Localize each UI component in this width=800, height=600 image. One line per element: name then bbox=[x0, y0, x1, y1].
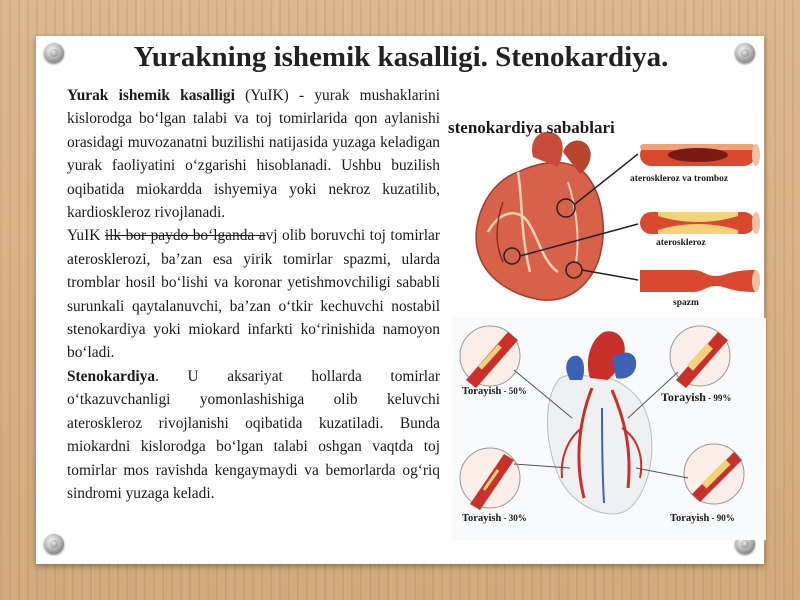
term-angina: Stenokardiya bbox=[67, 367, 156, 385]
pushpin-icon bbox=[735, 43, 755, 63]
figure-title: stenokardiya sabablari bbox=[448, 118, 615, 137]
paragraph-angina bbox=[67, 365, 440, 505]
magnified-artery-icon bbox=[460, 326, 520, 388]
artery-narrowing-illustration bbox=[452, 318, 766, 540]
vessel-spasm-icon bbox=[640, 270, 760, 292]
label-narrowing-50: Torayish - 50% bbox=[462, 386, 527, 397]
label-spasm: spazm bbox=[673, 298, 699, 308]
struck-text: ilk bor paydo bo‘lganda a bbox=[104, 227, 266, 245]
term-ischemic-disease: Yurak ishemik kasalligi bbox=[67, 87, 235, 104]
paragraph-definition bbox=[67, 84, 440, 224]
magnified-artery-icon bbox=[684, 444, 744, 504]
magnified-artery-icon bbox=[670, 326, 730, 388]
label-narrowing-90: Torayish - 90% bbox=[670, 513, 735, 524]
heart-with-arteries-illustration bbox=[547, 331, 651, 514]
label-atherosclerosis-thrombosis: ateroskleroz va tromboz bbox=[630, 174, 729, 184]
definition-text: (YuIK) - yurak mushaklarini kislorodga bo‘lgan talabi va toj tomirlarida qon aylanishi orasidagi muvozanatni buzilishi natijasida yuzaga keladigan yurak faoliyatini o‘zgarishi hisoblanadi. Ushbu buzilish oqibatida miokardda ishyemiya yoki nekroz kuzatilib, kardioskleroz rivojlanadi. bbox=[67, 87, 440, 222]
angina-causes-illustration bbox=[448, 112, 766, 318]
heart-illustration bbox=[476, 132, 603, 300]
causes-text: vj olib boruvchi toj tomirlar aterosklerozi, ba’zan esa yirik tomirlar spazmi, ularda tromblar hosil bo‘lishi va koronar yetishmovchiligi sababli surunkali qaytalanuvchi, ba’zan o‘tkir kechuvchi nostabil stenokardiya yoki miokard infarkti ko‘rinishida namoyon bo‘ladi. bbox=[67, 227, 440, 362]
label-narrowing-30: Torayish - 30% bbox=[462, 513, 527, 524]
slide-title: Yurakning ishemik kasalligi. Stenokardiya. bbox=[133, 41, 669, 73]
pushpin-icon bbox=[44, 534, 64, 554]
vessel-thrombosis-icon bbox=[640, 144, 760, 166]
magnified-artery-icon bbox=[460, 448, 520, 510]
label-narrowing-99: Torayish - 99% bbox=[661, 390, 732, 404]
label-atherosclerosis: ateroskleroz bbox=[656, 238, 706, 248]
paragraph-causes bbox=[67, 224, 440, 364]
pushpin-icon bbox=[44, 43, 64, 63]
body-text bbox=[67, 84, 440, 505]
causes-start: YuIK bbox=[67, 227, 105, 245]
angina-text: . U aksariyat hollarda tomirlar o‘tkazuvchanligi yomonlashishiga olib keluvchi ateroskleroz rivojlanishi oqibatida kuzatiladi. Bunda miokardni kislorodga bo‘lgan talabi oshgan vaqtda toj tomirlar mos ravishda kengaymaydi va bemorlarda og‘riq sindromi yuzaga keladi. bbox=[67, 367, 440, 502]
vessel-atherosclerosis-icon bbox=[640, 212, 760, 234]
